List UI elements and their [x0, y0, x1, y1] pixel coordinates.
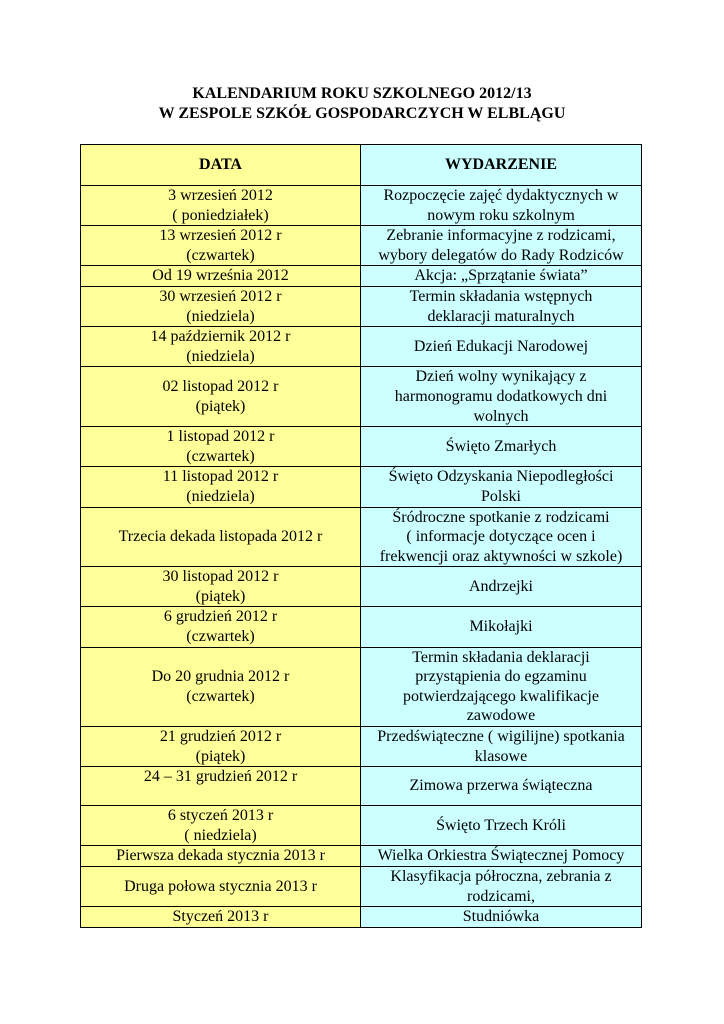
date-cell-line: ( niedziela) [184, 826, 257, 844]
event-cell-line: Śródroczne spotkanie z rodzicami [392, 508, 610, 526]
table-row [81, 767, 642, 806]
table-row [81, 286, 642, 326]
event-cell [361, 846, 642, 867]
table-row [81, 266, 642, 287]
table-row [81, 806, 642, 846]
date-cell-line: 3 wrzesień 2012 [168, 187, 273, 204]
header-row [81, 145, 642, 186]
event-cell-line: Polski [480, 487, 521, 505]
table-row [81, 607, 642, 647]
date-cell-line: (piątek) [195, 587, 246, 605]
event-cell [361, 367, 642, 427]
event-cell [361, 727, 642, 767]
date-cell [81, 467, 361, 507]
date-cell-line: Druga połowa stycznia 2013 r [124, 877, 317, 895]
date-cell-line: 30 wrzesień 2012 r [159, 287, 282, 305]
event-cell-line: wybory delegatów do Rady Rodziców [378, 246, 624, 264]
date-cell-line: (czwartek) [186, 628, 255, 646]
date-cell-line: Styczeń 2013 r [172, 908, 269, 926]
table-row [81, 226, 642, 266]
event-cell-line: frekwencji oraz aktywności w szkole) [379, 547, 623, 565]
table-row [81, 367, 642, 427]
event-cell-line: nowym roku szkolnym [427, 206, 575, 224]
event-cell-line: Zebranie informacyjne z rodzicami, [386, 227, 616, 245]
date-cell [81, 767, 361, 806]
table-row [81, 467, 642, 507]
event-cell-line: Święto Zmarłych [445, 437, 557, 455]
table-row [81, 907, 642, 928]
event-cell-line: przystąpienia do egzaminu [415, 668, 587, 686]
event-cell-line: Mikołajki [469, 618, 533, 636]
event-cell-line: Wielka Orkiestra Świątecznej Pomocy [377, 847, 625, 865]
date-cell-line: (czwartek) [186, 246, 255, 264]
event-cell-line: Zimowa przerwa świąteczna [409, 777, 593, 795]
date-cell-line: (czwartek) [186, 447, 255, 465]
event-cell-line: harmonogramu dodatkowych dni [394, 387, 608, 405]
date-cell [81, 327, 361, 367]
date-cell-line: Od 19 września 2012 [152, 267, 289, 285]
event-cell-line: potwierdzającego kwalifikacje [403, 687, 599, 705]
date-cell-line: (piątek) [195, 747, 246, 765]
event-cell-line: rodzicami, [467, 887, 535, 905]
table-row [81, 846, 642, 867]
event-cell [361, 286, 642, 326]
date-cell-line: (niedziela) [186, 487, 255, 505]
table-row [81, 647, 642, 726]
date-cell-line: 11 listopad 2012 r [162, 468, 279, 486]
date-cell-line: (niedziela) [186, 347, 255, 365]
event-cell-line: klasowe [474, 747, 528, 765]
event-cell [361, 806, 642, 846]
date-cell [81, 266, 361, 287]
date-cell-line: 02 listopad 2012 r [162, 378, 279, 396]
header-date: DATA [81, 145, 361, 186]
event-cell-line: ( informacje dotyczące ocen i [406, 528, 596, 546]
date-cell-line: 21 grudzień 2012 r [159, 728, 282, 746]
date-cell [81, 567, 361, 607]
event-cell-line: Studniówka [462, 908, 540, 926]
event-cell [361, 467, 642, 507]
event-cell-line: deklaracji maturalnych [427, 307, 575, 325]
table-row [81, 727, 642, 767]
date-cell-line: 13 wrzesień 2012 r [159, 227, 282, 245]
event-cell-line: Klasyfikacja półroczna, zebrania z [390, 868, 612, 885]
event-cell [361, 867, 642, 907]
page-title [0, 84, 724, 124]
event-cell-line: wolnych [473, 407, 529, 425]
event-cell-line: Andrzejki [469, 578, 533, 596]
date-cell-line: 1 listopad 2012 r [166, 428, 275, 446]
event-cell-line: Dzień wolny wynikający z [415, 368, 587, 386]
date-cell-line: Do 20 grudnia 2012 r [151, 668, 290, 686]
event-cell-line: Święto Trzech Króli [436, 817, 566, 835]
event-cell-line: Przedświąteczne ( wigilijne) spotkania [377, 728, 625, 746]
event-cell-line: Termin składania deklaracji [412, 648, 590, 666]
date-cell [81, 907, 361, 928]
table-row [81, 327, 642, 367]
event-cell-line: Akcja: „Sprzątanie świata” [414, 267, 588, 285]
title-line-2: W ZESPOLE SZKÓŁ GOSPODARCZYCH W ELBLĄGU [158, 105, 566, 122]
event-cell [361, 507, 642, 567]
calendar-table [80, 144, 642, 928]
date-cell [81, 507, 361, 567]
event-cell [361, 427, 642, 467]
calendar-body [81, 186, 642, 928]
table-row [81, 427, 642, 467]
event-cell [361, 186, 642, 226]
table-row [81, 507, 642, 567]
event-cell-line: zawodowe [466, 707, 536, 725]
event-cell [361, 226, 642, 266]
date-cell [81, 186, 361, 226]
event-cell [361, 327, 642, 367]
event-cell [361, 767, 642, 806]
date-cell [81, 367, 361, 427]
date-cell-line: (czwartek) [186, 687, 255, 705]
date-cell-line: 6 grudzień 2012 r [163, 608, 278, 626]
header-event: WYDARZENIE [361, 145, 642, 186]
event-cell-line: Termin składania wstępnych [409, 287, 593, 305]
date-cell [81, 286, 361, 326]
date-cell [81, 846, 361, 867]
event-cell-line: Święto Odzyskania Niepodległości [388, 468, 614, 486]
date-cell [81, 867, 361, 907]
event-cell [361, 607, 642, 647]
date-cell [81, 226, 361, 266]
date-cell [81, 647, 361, 726]
table-row [81, 567, 642, 607]
date-cell-line: 6 styczeń 2013 r [167, 807, 274, 825]
date-cell-line: 24 – 31 grudzień 2012 r [143, 768, 298, 786]
date-cell-line: (piątek) [195, 397, 246, 415]
event-cell [361, 567, 642, 607]
event-cell [361, 647, 642, 726]
table-row [81, 186, 642, 226]
title-line-1: KALENDARIUM ROKU SZKOLNEGO 2012/13 [192, 85, 532, 102]
event-cell-line: Rozpoczęcie zajęć dydaktycznych w [383, 187, 619, 204]
date-cell-line: (niedziela) [186, 307, 255, 325]
date-cell-line: Pierwsza dekada stycznia 2013 r [116, 847, 325, 865]
date-cell [81, 727, 361, 767]
date-cell [81, 427, 361, 467]
date-cell-line: 14 październik 2012 r [150, 328, 291, 346]
date-cell [81, 607, 361, 647]
date-cell-line: 30 listopad 2012 r [162, 568, 279, 586]
date-cell-line: Trzecia dekada listopada 2012 r [118, 528, 323, 546]
date-cell [81, 806, 361, 846]
table-row [81, 867, 642, 907]
event-cell-line: Dzień Edukacji Narodowej [413, 337, 589, 355]
date-cell-line: ( poniedziałek) [172, 206, 269, 224]
event-cell [361, 266, 642, 287]
event-cell [361, 907, 642, 928]
